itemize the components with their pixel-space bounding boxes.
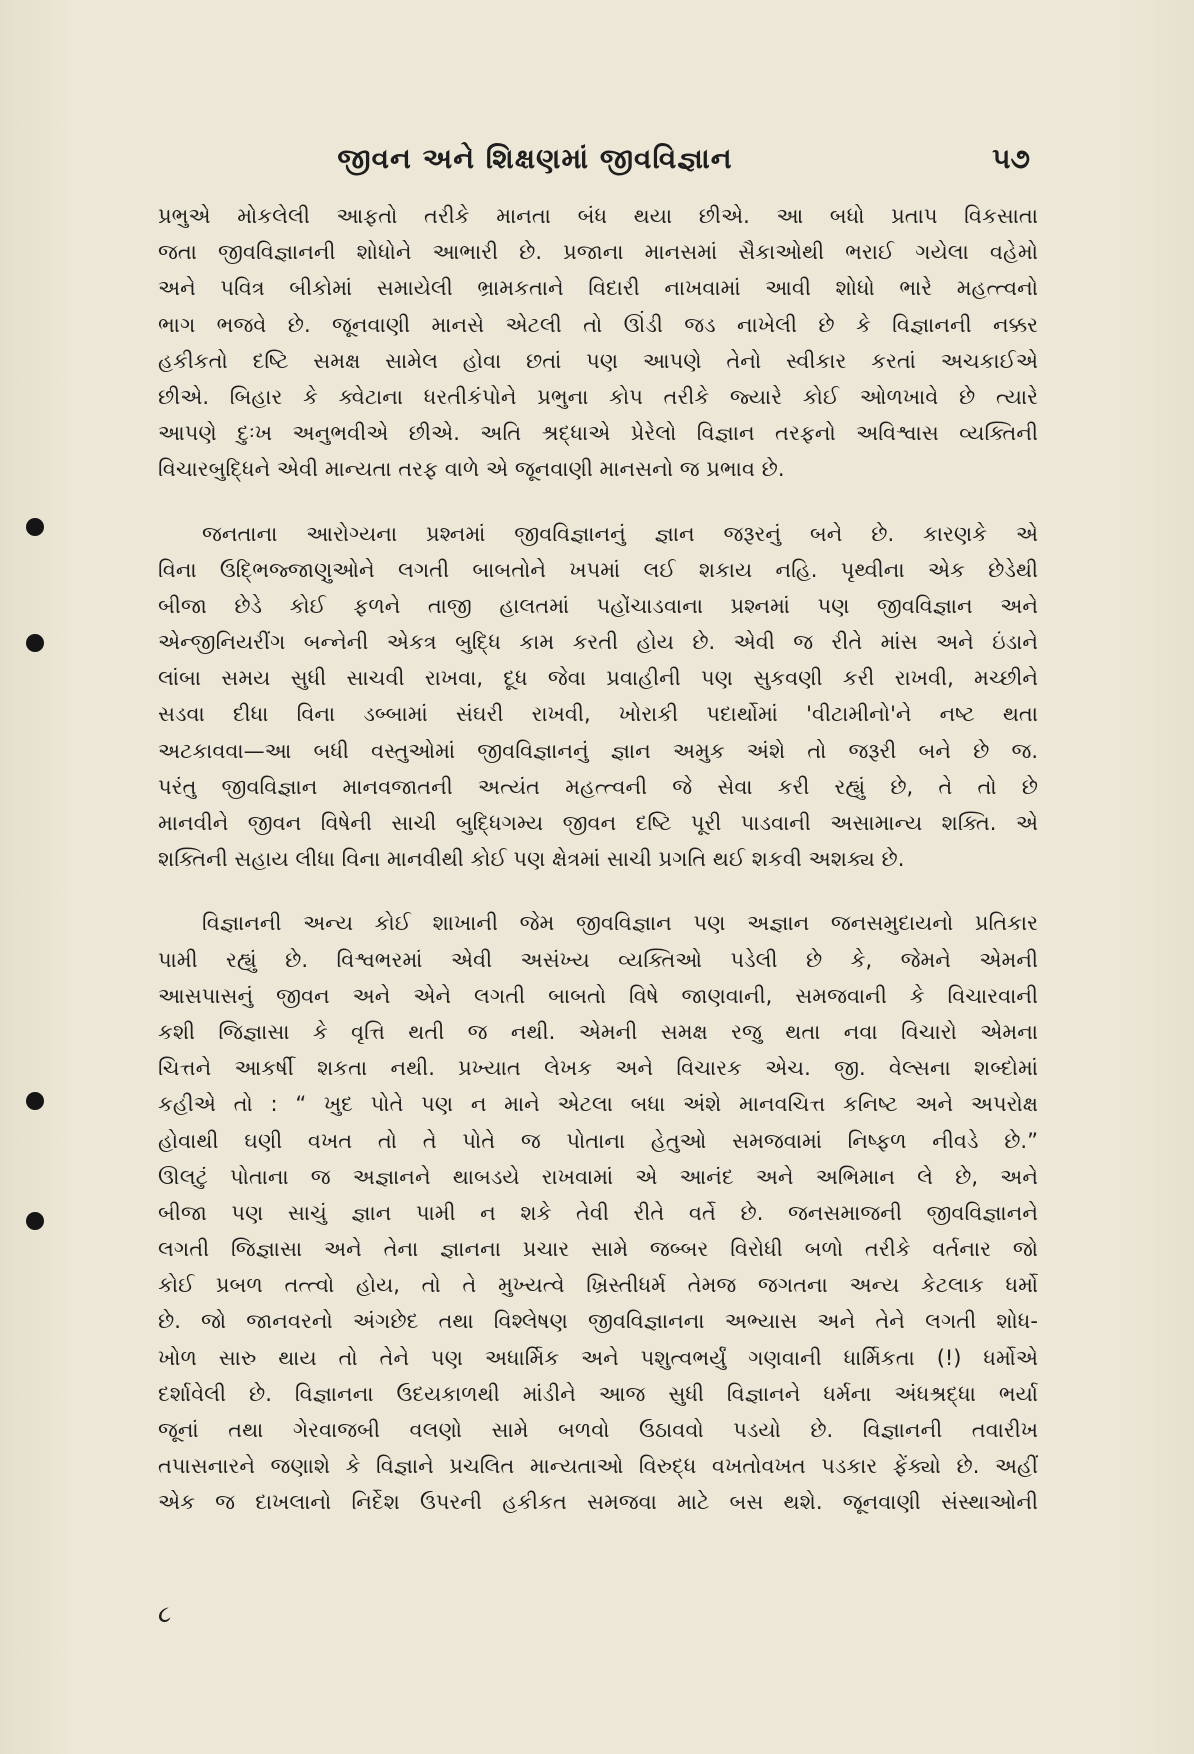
punch-hole [26, 1092, 44, 1110]
punch-hole [26, 634, 44, 652]
text-line: લાંબા સમય સુધી સાચવી રાખવા, દૂધ જેવા પ્રવાહીની પણ સુકવણી કરી રાખવી, મચ્છીને [158, 666, 1038, 691]
text-line: સડવા દીધા વિના ડબ્બામાં સંઘરી રાખવી, ખોરાકી પદાર્થોમાં 'વીટામીનો'ને નષ્ટ થતા [158, 702, 1038, 727]
text-line: છીએ. બિહાર કે ક્વેટાના ધરતીકંપોને પ્રભુના કોપ તરીકે જ્યારે કોઈ ઓળખાવે છે ત્યારે [158, 384, 1038, 409]
text-line: આસપાસનું જીવન અને એને લગતી બાબતો વિષે જાણવાની, સમજવાની કે વિચારવાની [158, 983, 1038, 1008]
text-line: એક જ દાખલાનો નિર્દેશ ઉપરની હકીકત સમજવા માટે બસ થશે. જૂનવાણી સંસ્થાઓની [158, 1490, 1038, 1515]
paragraph [158, 516, 1038, 878]
text-line: બીજા છેડે કોઈ ફળને તાજી હાલતમાં પહોંચાડવાના પ્રશ્નમાં પણ જીવવિજ્ઞાન અને [158, 593, 1038, 618]
running-head [160, 142, 1030, 186]
text-line: વિજ્ઞાનની અન્ય કોઈ શાખાની જેમ જીવવિજ્ઞાન પણ અજ્ઞાન જનસમુદાયનો પ્રતિકાર [202, 911, 1038, 936]
punch-hole [26, 518, 44, 536]
text-line: હકીકતો દષ્ટિ સમક્ષ સામેલ હોવા છતાં પણ આપણે તેનો સ્વીકાર કરતાં અચકાઈએ [158, 348, 1038, 373]
text-line: એન્જીનિયરીંગ બન્નેની એકત્ર બુદ્ધિ કામ કરતી હોય છે. એવી જ રીતે માંસ અને ઇંડાને [158, 630, 1038, 655]
text-line: જૂનાં તથા ગેરવાજબી વલણો સામે બળવો ઉઠાવવો પડયો છે. વિજ્ઞાનની તવારીખ [158, 1418, 1038, 1442]
text-line: કશી જિજ્ઞાસા કે વૃત્તિ થતી જ નથી. એમની સમક્ષ રજુ થતા નવા વિચારો એમના [158, 1019, 1038, 1044]
text-line: ચિત્તને આકર્ષી શકતા નથી. પ્રખ્યાત લેખક અને વિચારક એચ. જી. વેલ્સના શબ્દોમાં [158, 1056, 1038, 1081]
text-line: દર્શાવેલી છે. વિજ્ઞાનના ઉદયકાળથી માંડીને આજ સુધી વિજ્ઞાનને ધર્મના અંધશ્રદ્ધા ભર્યા [158, 1381, 1038, 1406]
text-line: વિના ઉદ્ભિજ્જાણુઓને લગતી બાબતોને ખપમાં લઈ શકાય નહિ. પૃથ્વીના એક છેડેથી [158, 557, 1038, 582]
text-line: છે. જો જાનવરનો અંગછેદ તથા વિશ્લેષણ જીવવિજ્ઞાનના અભ્યાસ અને તેને લગતી શોધ- [158, 1309, 1038, 1334]
text-line: આપણે દુઃખ અનુભવીએ છીએ. અતિ શ્રદ્ધાએ પ્રેરેલો વિજ્ઞાન તરફનો અવિશ્વાસ વ્યક્તિની [158, 421, 1038, 446]
text-line: ભાગ ભજવે છે. જૂનવાણી માનસે એટલી તો ઊંડી જડ નાખેલી છે કે વિજ્ઞાનની નક્કર [158, 312, 1038, 337]
body-text [158, 198, 1038, 1521]
punch-hole [26, 1212, 44, 1230]
text-line: ઊલટું પોતાના જ અજ્ઞાનને થાબડયે રાખવામાં એ આનંદ અને અભિમાન લે છે, અને [158, 1164, 1038, 1189]
paragraph [158, 198, 1038, 488]
text-line: જનતાના આરોગ્યના પ્રશ્નમાં જીવવિજ્ઞાનનું જ્ઞાન જરૂરનું બને છે. કારણકે એ [202, 521, 1038, 546]
signature-mark: ૮ [158, 1600, 172, 1628]
text-line: લગતી જિજ્ઞાસા અને તેના જ્ઞાનના પ્રચાર સામે જબ્બર વિરોધી બળો તરીકે વર્તનાર જો [158, 1237, 1038, 1262]
text-line: જતા જીવવિજ્ઞાનની શોધોને આભારી છે. પ્રજાના માનસમાં સૈકાઓથી ભરાઈ ગયેલા વહેમો [158, 240, 1038, 265]
running-title: જીવન અને શિક્ષણમાં જીવવિજ્ઞાન [337, 142, 733, 175]
text-line: બીજા પણ સાચું જ્ઞાન પામી ન શકે તેવી રીતે વર્તે છે. જનસમાજની જીવવિજ્ઞાનને [158, 1200, 1038, 1225]
text-line: વિચારબુદ્ધિને એવી માન્યતા તરફ વાળે એ જૂનવાણી માનસનો જ પ્રભાવ છે. [158, 457, 785, 482]
text-line: પામી રહ્યું છે. વિશ્વભરમાં એવી અસંખ્ય વ્યક્તિઓ પડેલી છે કે, જેમને એમની [158, 947, 1038, 972]
text-line: અટકાવવા—આ બધી વસ્તુઓમાં જીવવિજ્ઞાનનું જ્ઞાન અમુક અંશે તો જરૂરી બને છે જ. [158, 738, 1038, 763]
text-line: તપાસનારને જણાશે કે વિજ્ઞાને પ્રચલિત માન્યતાઓ વિરુદ્ધ વખતોવખત પડકાર ફેંક્યો છે. અહીં [158, 1454, 1038, 1479]
text-line: શક્તિની સહાય લીધા વિના માનવીથી કોઈ પણ ક્ષેત્રમાં સાચી પ્રગતિ થઈ શકવી અશક્ય છે. [158, 847, 905, 872]
text-line: પ્રભુએ મોકલેલી આફતો તરીકે માનતા બંધ થયા છીએ. આ બધો પ્રતાપ વિકસાતા [158, 204, 1038, 228]
page-number: ૫૭ [992, 142, 1030, 175]
text-line: કહીએ તો : “ ખુદ પોતે પણ ન માને એટલા બધા અંશે માનવચિત્ત કનિષ્ટ અને અપરોક્ષ [158, 1092, 1038, 1117]
text-line: ખોળ સારુ થાય તો તેને પણ અધાર્મિક અને પશુત્વભર્યું ગણવાની ધાર્મિકતા (!) ધર્મોએ [158, 1345, 1038, 1370]
text-line: હોવાથી ઘણી વખત તો તે પોતે જ પોતાના હેતુઓ સમજવામાં નિષ્ફળ નીવડે છે.” [158, 1128, 1038, 1153]
text-line: કોઈ પ્રબળ તત્ત્વો હોય, તો તે મુખ્યત્વે ખ્રિસ્તીધર્મ તેમજ જગતના અન્ય કેટલાક ધર્મો [158, 1273, 1038, 1298]
text-line: માનવીને જીવન વિષેની સાચી બુદ્ધિગમ્ય જીવન દષ્ટિ પૂરી પાડવાની અસામાન્ય શક્તિ. એ [158, 811, 1038, 835]
text-line: અને પવિત્ર બીકોમાં સમાયેલી ભ્રામકતાને વિદારી નાખવામાં આવી શોધો ભારે મહત્ત્વનો [158, 276, 1038, 301]
text-line: પરંતુ જીવવિજ્ઞાન માનવજાતની અત્યંત મહત્ત્વની જે સેવા કરી રહ્યું છે, તે તો છે [158, 774, 1038, 799]
paragraph [158, 905, 1038, 1520]
